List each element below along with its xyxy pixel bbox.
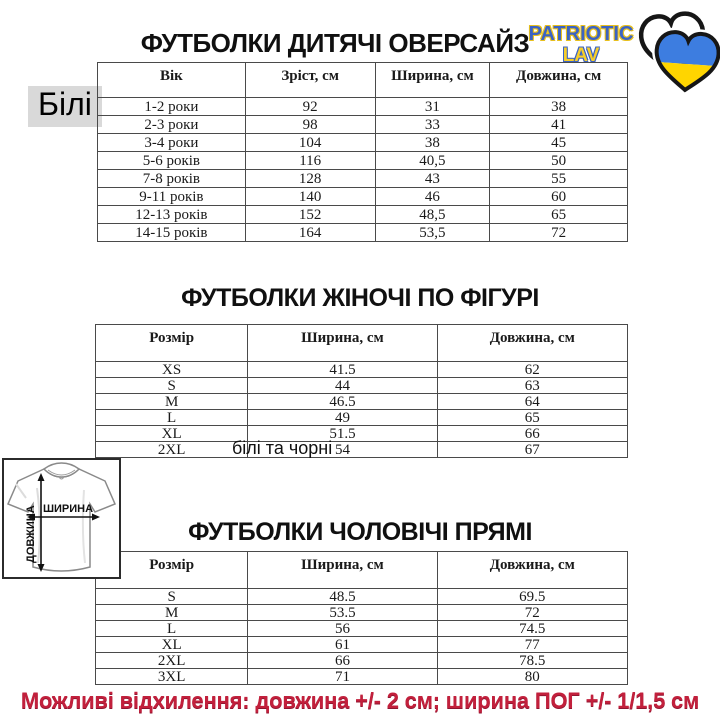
table-cell: 38 [490, 98, 628, 116]
table-cell: 44 [248, 378, 437, 394]
table-cell: 56 [248, 621, 437, 637]
table-row [96, 605, 628, 621]
column-header: Ширина, см [375, 63, 490, 98]
table-row [98, 134, 628, 152]
table-cell: 46.5 [248, 394, 437, 410]
brand-name-patriotic: PATRIOTIC [528, 23, 634, 45]
table-cell: 41.5 [248, 362, 437, 378]
table-cell: 66 [437, 426, 627, 442]
table-row [96, 442, 628, 458]
table-cell: 14-15 років [98, 224, 246, 242]
table-cell: XL [96, 426, 248, 442]
table-cell: 51.5 [248, 426, 437, 442]
table-cell: S [96, 589, 248, 605]
table-cell: 2XL [96, 653, 248, 669]
table-cell: 53.5 [248, 605, 437, 621]
ukrainian-flag-heart-icon [628, 4, 720, 101]
women-size-table-wrap [95, 324, 628, 458]
table-row [96, 378, 628, 394]
table-cell: 61 [248, 637, 437, 653]
table-cell: 64 [437, 394, 627, 410]
table-cell: 72 [490, 224, 628, 242]
table-cell: XS [96, 362, 248, 378]
column-header: Ширина, см [248, 325, 437, 362]
table-cell: 12-13 років [98, 206, 246, 224]
table-row [96, 637, 628, 653]
length-label: ДОВЖИНА [25, 505, 37, 563]
table-cell: 43 [375, 170, 490, 188]
table-cell: 63 [437, 378, 627, 394]
column-header: Розмір [96, 325, 248, 362]
table-row [98, 116, 628, 134]
title-children-oversize: ФУТБОЛКИ ДИТЯЧІ ОВЕРСАЙЗ [140, 28, 530, 58]
column-header: Вік [98, 63, 246, 98]
table-cell: 33 [375, 116, 490, 134]
table-cell: 104 [245, 134, 375, 152]
column-header: Розмір [96, 552, 248, 589]
color-variant-label: Білі [28, 86, 102, 127]
table-cell: 31 [375, 98, 490, 116]
table-cell: 62 [437, 362, 627, 378]
table-header-row [96, 552, 628, 589]
table-row [96, 362, 628, 378]
width-label: ШИРИНА [42, 503, 94, 515]
column-header: Ширина, см [248, 552, 437, 589]
table-cell: 41 [490, 116, 628, 134]
title-women-fitted: ФУТБОЛКИ ЖІНОЧІ ПО ФІГУРІ [181, 284, 539, 312]
column-header: Зріст, см [245, 63, 375, 98]
tshirt-measurement-diagram [2, 458, 121, 579]
brand-logo-text [520, 24, 642, 65]
table-cell: 98 [245, 116, 375, 134]
table-row [96, 410, 628, 426]
disclaimer: Можливі відхилення: довжина +/- 2 см; ширина ПОГ +/- 1/1,5 см [20, 688, 700, 713]
table-cell: 152 [245, 206, 375, 224]
table-row [96, 426, 628, 442]
men-size-table [95, 551, 628, 685]
table-row [98, 206, 628, 224]
table-cell: L [96, 410, 248, 426]
table-cell: 80 [437, 669, 627, 685]
table-row [98, 98, 628, 116]
table-cell: L [96, 621, 248, 637]
table-cell: M [96, 394, 248, 410]
table-cell: 3-4 роки [98, 134, 246, 152]
table-cell: 92 [245, 98, 375, 116]
table-cell: 116 [245, 152, 375, 170]
table-cell: 9-11 років [98, 188, 246, 206]
table-cell: 65 [490, 206, 628, 224]
table-cell: 60 [490, 188, 628, 206]
table-cell: 49 [248, 410, 437, 426]
table-row [98, 224, 628, 242]
table-cell: 2XL [96, 442, 248, 458]
tshirt-diagram-icon [4, 460, 119, 577]
table-cell: 45 [490, 134, 628, 152]
table-row [96, 589, 628, 605]
table-cell: 69.5 [437, 589, 627, 605]
table-cell: 72 [437, 605, 627, 621]
table-cell: 48.5 [248, 589, 437, 605]
table-cell: 128 [245, 170, 375, 188]
table-cell: 5-6 років [98, 152, 246, 170]
table-cell: 3XL [96, 669, 248, 685]
table-cell: 77 [437, 637, 627, 653]
children-size-table-wrap [97, 62, 628, 242]
table-row [98, 188, 628, 206]
table-cell: 7-8 років [98, 170, 246, 188]
table-cell: M [96, 605, 248, 621]
table-header-row [98, 63, 628, 98]
table-cell: 164 [245, 224, 375, 242]
table-cell: 67 [437, 442, 627, 458]
flag-heart-icon [648, 25, 720, 96]
title-men-straight: ФУТБОЛКИ ЧОЛОВІЧІ ПРЯМІ [188, 518, 532, 546]
women-size-table [95, 324, 628, 458]
children-size-table [97, 62, 628, 242]
table-cell: 74.5 [437, 621, 627, 637]
table-cell: XL [96, 637, 248, 653]
table-cell: 38 [375, 134, 490, 152]
table-row [98, 170, 628, 188]
table-row [96, 621, 628, 637]
column-header: Довжина, см [437, 325, 627, 362]
brand-name-lav: LAV [562, 45, 600, 66]
table-cell: 2-3 роки [98, 116, 246, 134]
table-row [98, 152, 628, 170]
table-cell: 140 [245, 188, 375, 206]
table-cell: 48,5 [375, 206, 490, 224]
table-cell: 50 [490, 152, 628, 170]
table-cell: 46 [375, 188, 490, 206]
table-cell: 65 [437, 410, 627, 426]
table-row [96, 669, 628, 685]
table-cell: 66 [248, 653, 437, 669]
table-cell: 54 [248, 442, 437, 458]
table-cell: S [96, 378, 248, 394]
table-cell: 71 [248, 669, 437, 685]
table-row [96, 394, 628, 410]
table-cell: 40,5 [375, 152, 490, 170]
table-row [96, 653, 628, 669]
table-header-row [96, 325, 628, 362]
table-cell: 55 [490, 170, 628, 188]
table-cell: 1-2 роки [98, 98, 246, 116]
men-size-table-wrap [95, 551, 628, 685]
table-cell: 78.5 [437, 653, 627, 669]
table-cell: 53,5 [375, 224, 490, 242]
column-header: Довжина, см [437, 552, 627, 589]
women-2xl-colors-note: білі та чорні [232, 438, 333, 458]
column-header: Довжина, см [490, 63, 628, 98]
